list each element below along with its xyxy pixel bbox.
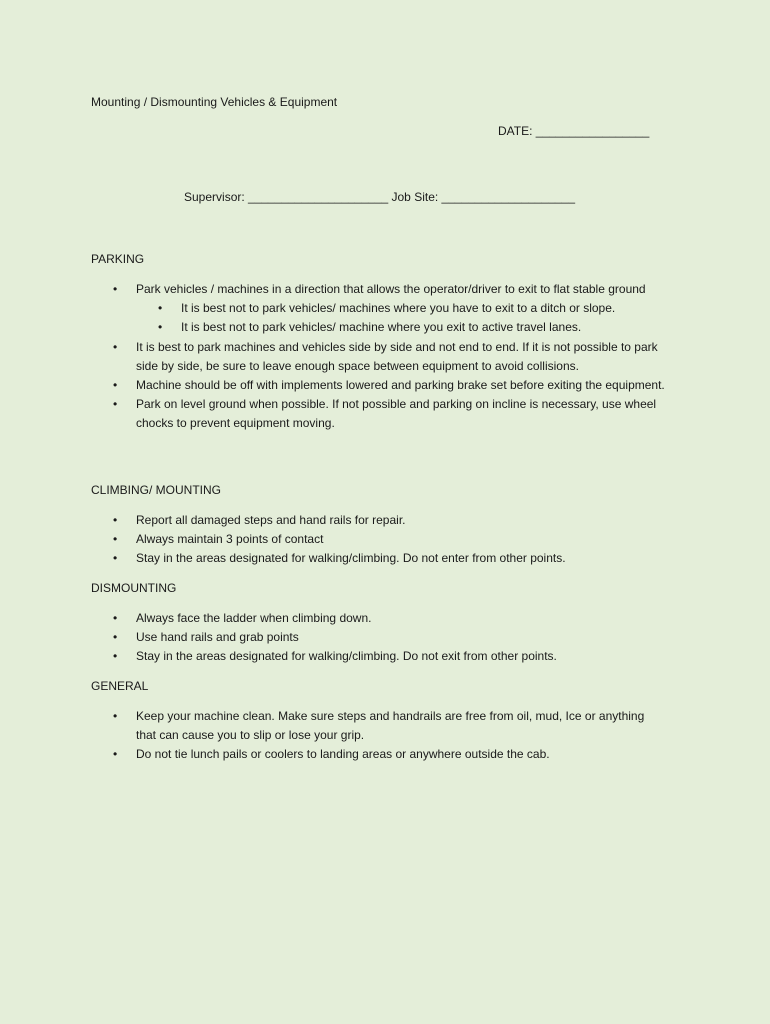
list-item: • Always maintain 3 points of contact [0, 530, 666, 549]
list-item: • It is best to park machines and vehicles side by side and not end to end. If it is not possible to park side by side, be sure to leave enough space between equipment to avoid collisions. [0, 338, 666, 376]
sub-list-item: • It is best not to park vehicles/ machines where you have to exit to a ditch or slope. [181, 299, 666, 318]
date-field: DATE: _________________ [498, 124, 650, 138]
section-heading-climbing: CLIMBING/ MOUNTING [91, 483, 222, 497]
general-list [0, 707, 666, 765]
list-item-text: Park vehicles / machines in a direction that allows the operator/driver to exit to flat stable ground [136, 282, 646, 296]
list-item [0, 280, 666, 338]
list-item: • Keep your machine clean. Make sure steps and handrails are free from oil, mud, Ice or anything that can cause you to slip or lose your grip. [0, 707, 666, 745]
list-item: • Always face the ladder when climbing down. [0, 609, 666, 628]
sub-list-item: • It is best not to park vehicles/ machine where you exit to active travel lanes. [181, 318, 666, 337]
section-heading-parking: PARKING [91, 252, 145, 266]
list-item: • Stay in the areas designated for walking/climbing. Do not enter from other points. [0, 549, 666, 568]
section-heading-dismounting: DISMOUNTING [91, 581, 177, 595]
document-title: Mounting / Dismounting Vehicles & Equipment [91, 95, 338, 109]
list-item: • Do not tie lunch pails or coolers to landing areas or anywhere outside the cab. [0, 745, 666, 764]
dismounting-list [0, 609, 666, 667]
list-item: • Park on level ground when possible. If not possible and parking on incline is necessary, use wheel chocks to prevent equipment moving. [0, 395, 666, 433]
climbing-list [0, 511, 666, 569]
list-item: • Use hand rails and grab points [0, 628, 666, 647]
parking-list [0, 280, 666, 434]
parking-sublist [136, 299, 666, 337]
list-item: • Report all damaged steps and hand rails for repair. [0, 511, 666, 530]
supervisor-jobsite-field: Supervisor: _____________________ Job Site: ____________________ [184, 190, 576, 204]
list-item: • Machine should be off with implements lowered and parking brake set before exiting the equipment. [0, 376, 666, 395]
list-item: • Stay in the areas designated for walking/climbing. Do not exit from other points. [0, 647, 666, 666]
section-heading-general: GENERAL [91, 679, 149, 693]
